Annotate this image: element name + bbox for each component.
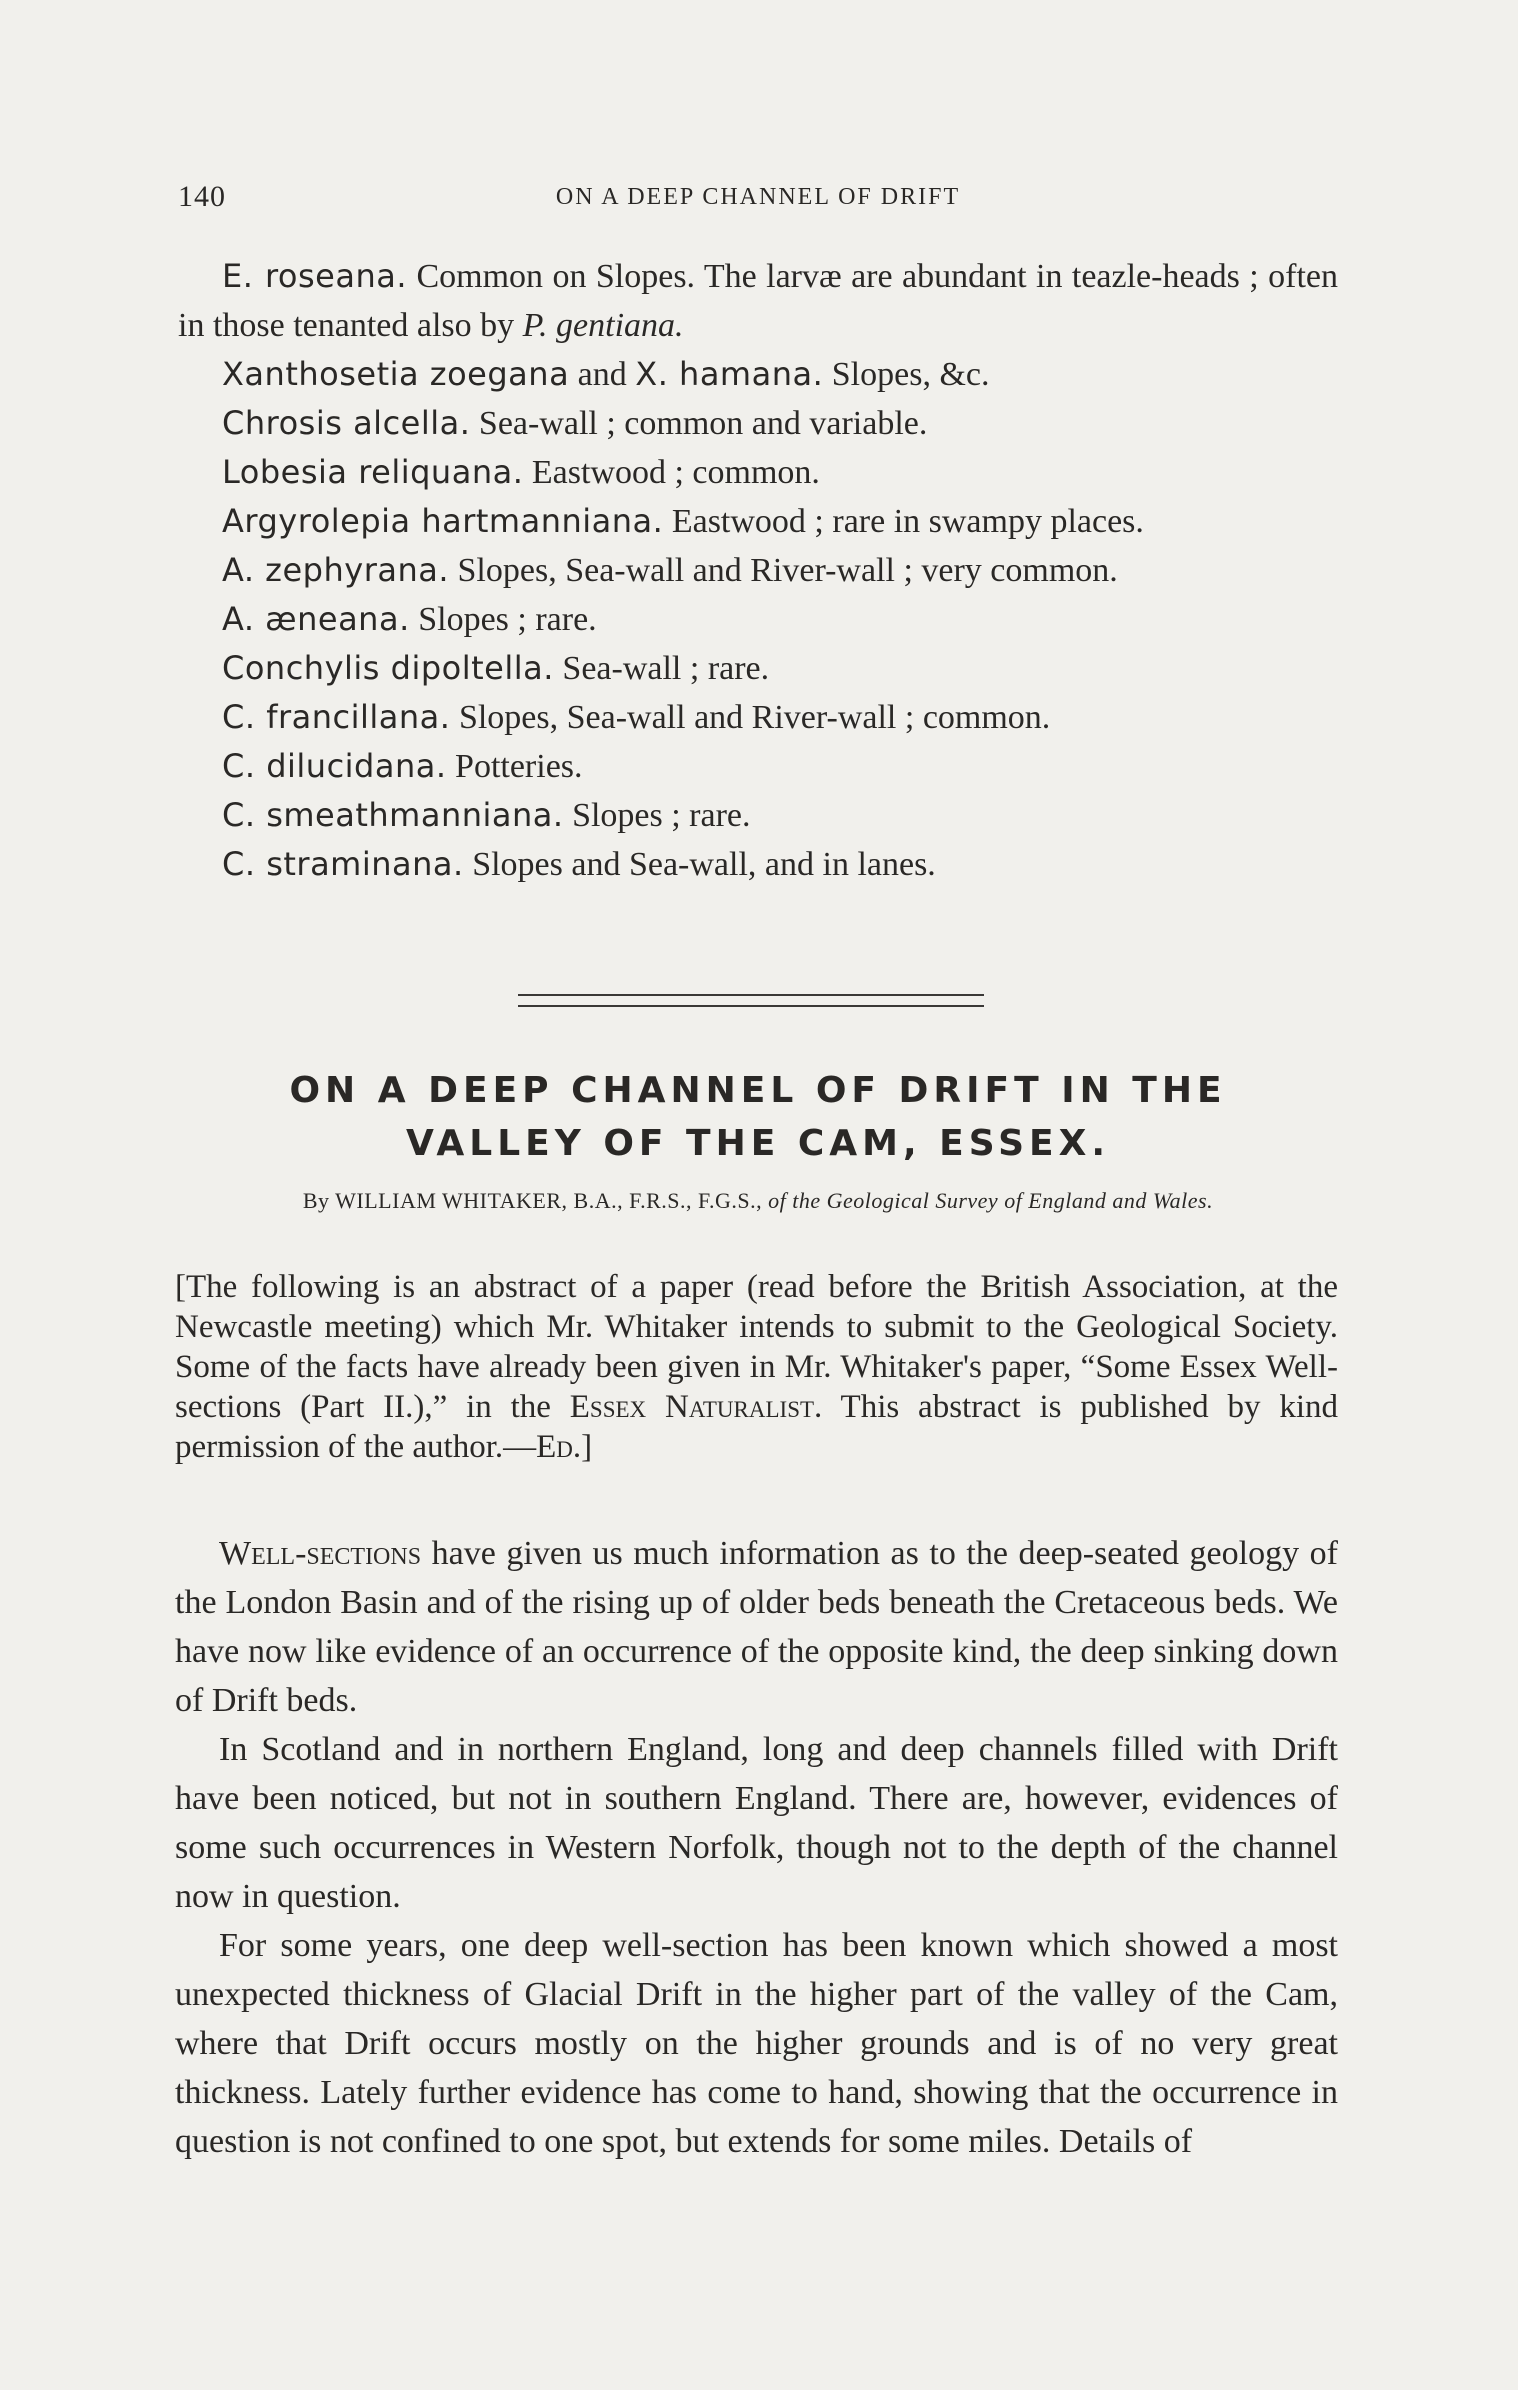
species-name: Argyrolepia hartmanniana. (222, 502, 664, 540)
entry-text: Eastwood ; rare in swampy places. (671, 503, 1144, 540)
entry-text: Sea-wall ; rare. (562, 650, 770, 687)
editor-note-end: .] (572, 1429, 593, 1465)
paragraph-text: have given us much information as to the deep-seated geology of the London Basin and of the rising up of older beds beneath the Cretaceous beds. We have now like evidence of an occurrence of the opposite kind, the deep sinking down of Drift beds. (175, 1535, 1338, 1719)
body-paragraph: For some years, one deep well-section has been known which showed a most unexpected thickness of Glacial Drift in the higher part of the valley of the Cam, where that Drift occurs mostly on the higher grounds and is of no very great thickness. Lately further evidence has come to hand, showing that the occurrence in question is not confined to one spot, but extends for some miles. Details of (175, 1927, 1338, 2160)
species-name: Xanthosetia zoegana (222, 355, 570, 393)
entry-text: Slopes ; rare. (572, 797, 751, 834)
species-entry (178, 742, 1338, 791)
species-name: E. roseana. (222, 257, 408, 295)
editor-note-paragraph (175, 1267, 1338, 1467)
editor-initials: Ed (536, 1429, 573, 1465)
entry-text: Potteries. (455, 748, 583, 785)
byline-author: By WILLIAM WHITAKER, B.A., F.R.S., F.G.S., (302, 1188, 769, 1213)
entry-text: Slopes ; rare. (418, 601, 597, 638)
species-entry (178, 840, 1338, 889)
species-name: C. francillana. (222, 698, 451, 736)
species-entry (178, 497, 1338, 546)
page-number: 140 (178, 180, 226, 213)
species-entry (178, 399, 1338, 448)
article-title-line-2: VALLEY OF THE CAM, ESSEX. (405, 1123, 1111, 1164)
species-entry (178, 350, 1338, 399)
article-title-line-1: ON A DEEP CHANNEL OF DRIFT IN THE (289, 1070, 1227, 1111)
entry-text: Eastwood ; common. (531, 454, 820, 491)
species-name: A. æneana. (222, 600, 410, 638)
species-entry (178, 693, 1338, 742)
journal-name: Essex Naturalist (569, 1389, 815, 1425)
entry-text: Slopes, Sea-wall and River-wall ; very common. (457, 552, 1118, 589)
running-title: ON A DEEP CHANNEL OF DRIFT (555, 184, 961, 210)
species-name: Conchylis dipoltella. (222, 649, 554, 687)
species-entry (178, 595, 1338, 644)
entry-italic: P. gentiana. (522, 307, 684, 344)
species-entry (178, 546, 1338, 595)
body-paragraph: In Scotland and in northern England, long and deep channels filled with Drift have been noticed, but not in southern England. There are, however, evidences of some such occurrences in Western Norfolk, though not to the depth of the channel now in question. (175, 1731, 1338, 1915)
body-paragraph (175, 1529, 1338, 1725)
editor-note-text-1: [The following is an abstract of a paper (read before the British Association, at the Newcastle meeting) which Mr. Whitaker intends to submit to the Geological Society. Some of the facts have already been given in Mr. Whitaker's paper, “Some Essex Well-sections (Part II.),” in the (175, 1269, 1338, 1425)
entry-text: and (577, 356, 636, 393)
species-entry (178, 448, 1338, 497)
article-title (178, 1064, 1338, 1170)
entry-text-tail: Slopes, &c. (831, 356, 990, 393)
species-name: Lobesia reliquana. (222, 453, 524, 491)
byline (178, 1186, 1338, 1216)
editor-note (175, 1267, 1338, 1467)
entry-text: Sea-wall ; common and variable. (478, 405, 928, 442)
species-name: Chrosis alcella. (222, 404, 471, 442)
species-name: C. straminana. (222, 845, 464, 883)
entry-text: Slopes and Sea-wall, and in lanes. (472, 846, 936, 883)
entry-text: Slopes, Sea-wall and River-wall ; common. (458, 699, 1051, 736)
paragraph-lead: Well-sections (219, 1535, 422, 1572)
species-name: C. dilucidana. (222, 747, 447, 785)
byline-affiliation: of the Geological Survey of England and Wales. (768, 1188, 1214, 1213)
species-entry (178, 252, 1338, 350)
entry-text: Common on Slopes. The larvæ are abundant in teazle-heads ; often in those tenanted also by (178, 258, 1339, 344)
editor-note-text-2: . This abstract is published by kind permission of the author.— (175, 1389, 1339, 1465)
species-list (178, 252, 1338, 889)
species-name: A. zephyrana. (222, 551, 450, 589)
running-head (178, 180, 1338, 220)
species-name-2: X. hamana. (635, 355, 824, 393)
section-divider (518, 994, 984, 1007)
species-entry (178, 791, 1338, 840)
species-entry (178, 644, 1338, 693)
species-name: C. smeathmanniana. (222, 796, 564, 834)
article-body (175, 1529, 1338, 2166)
